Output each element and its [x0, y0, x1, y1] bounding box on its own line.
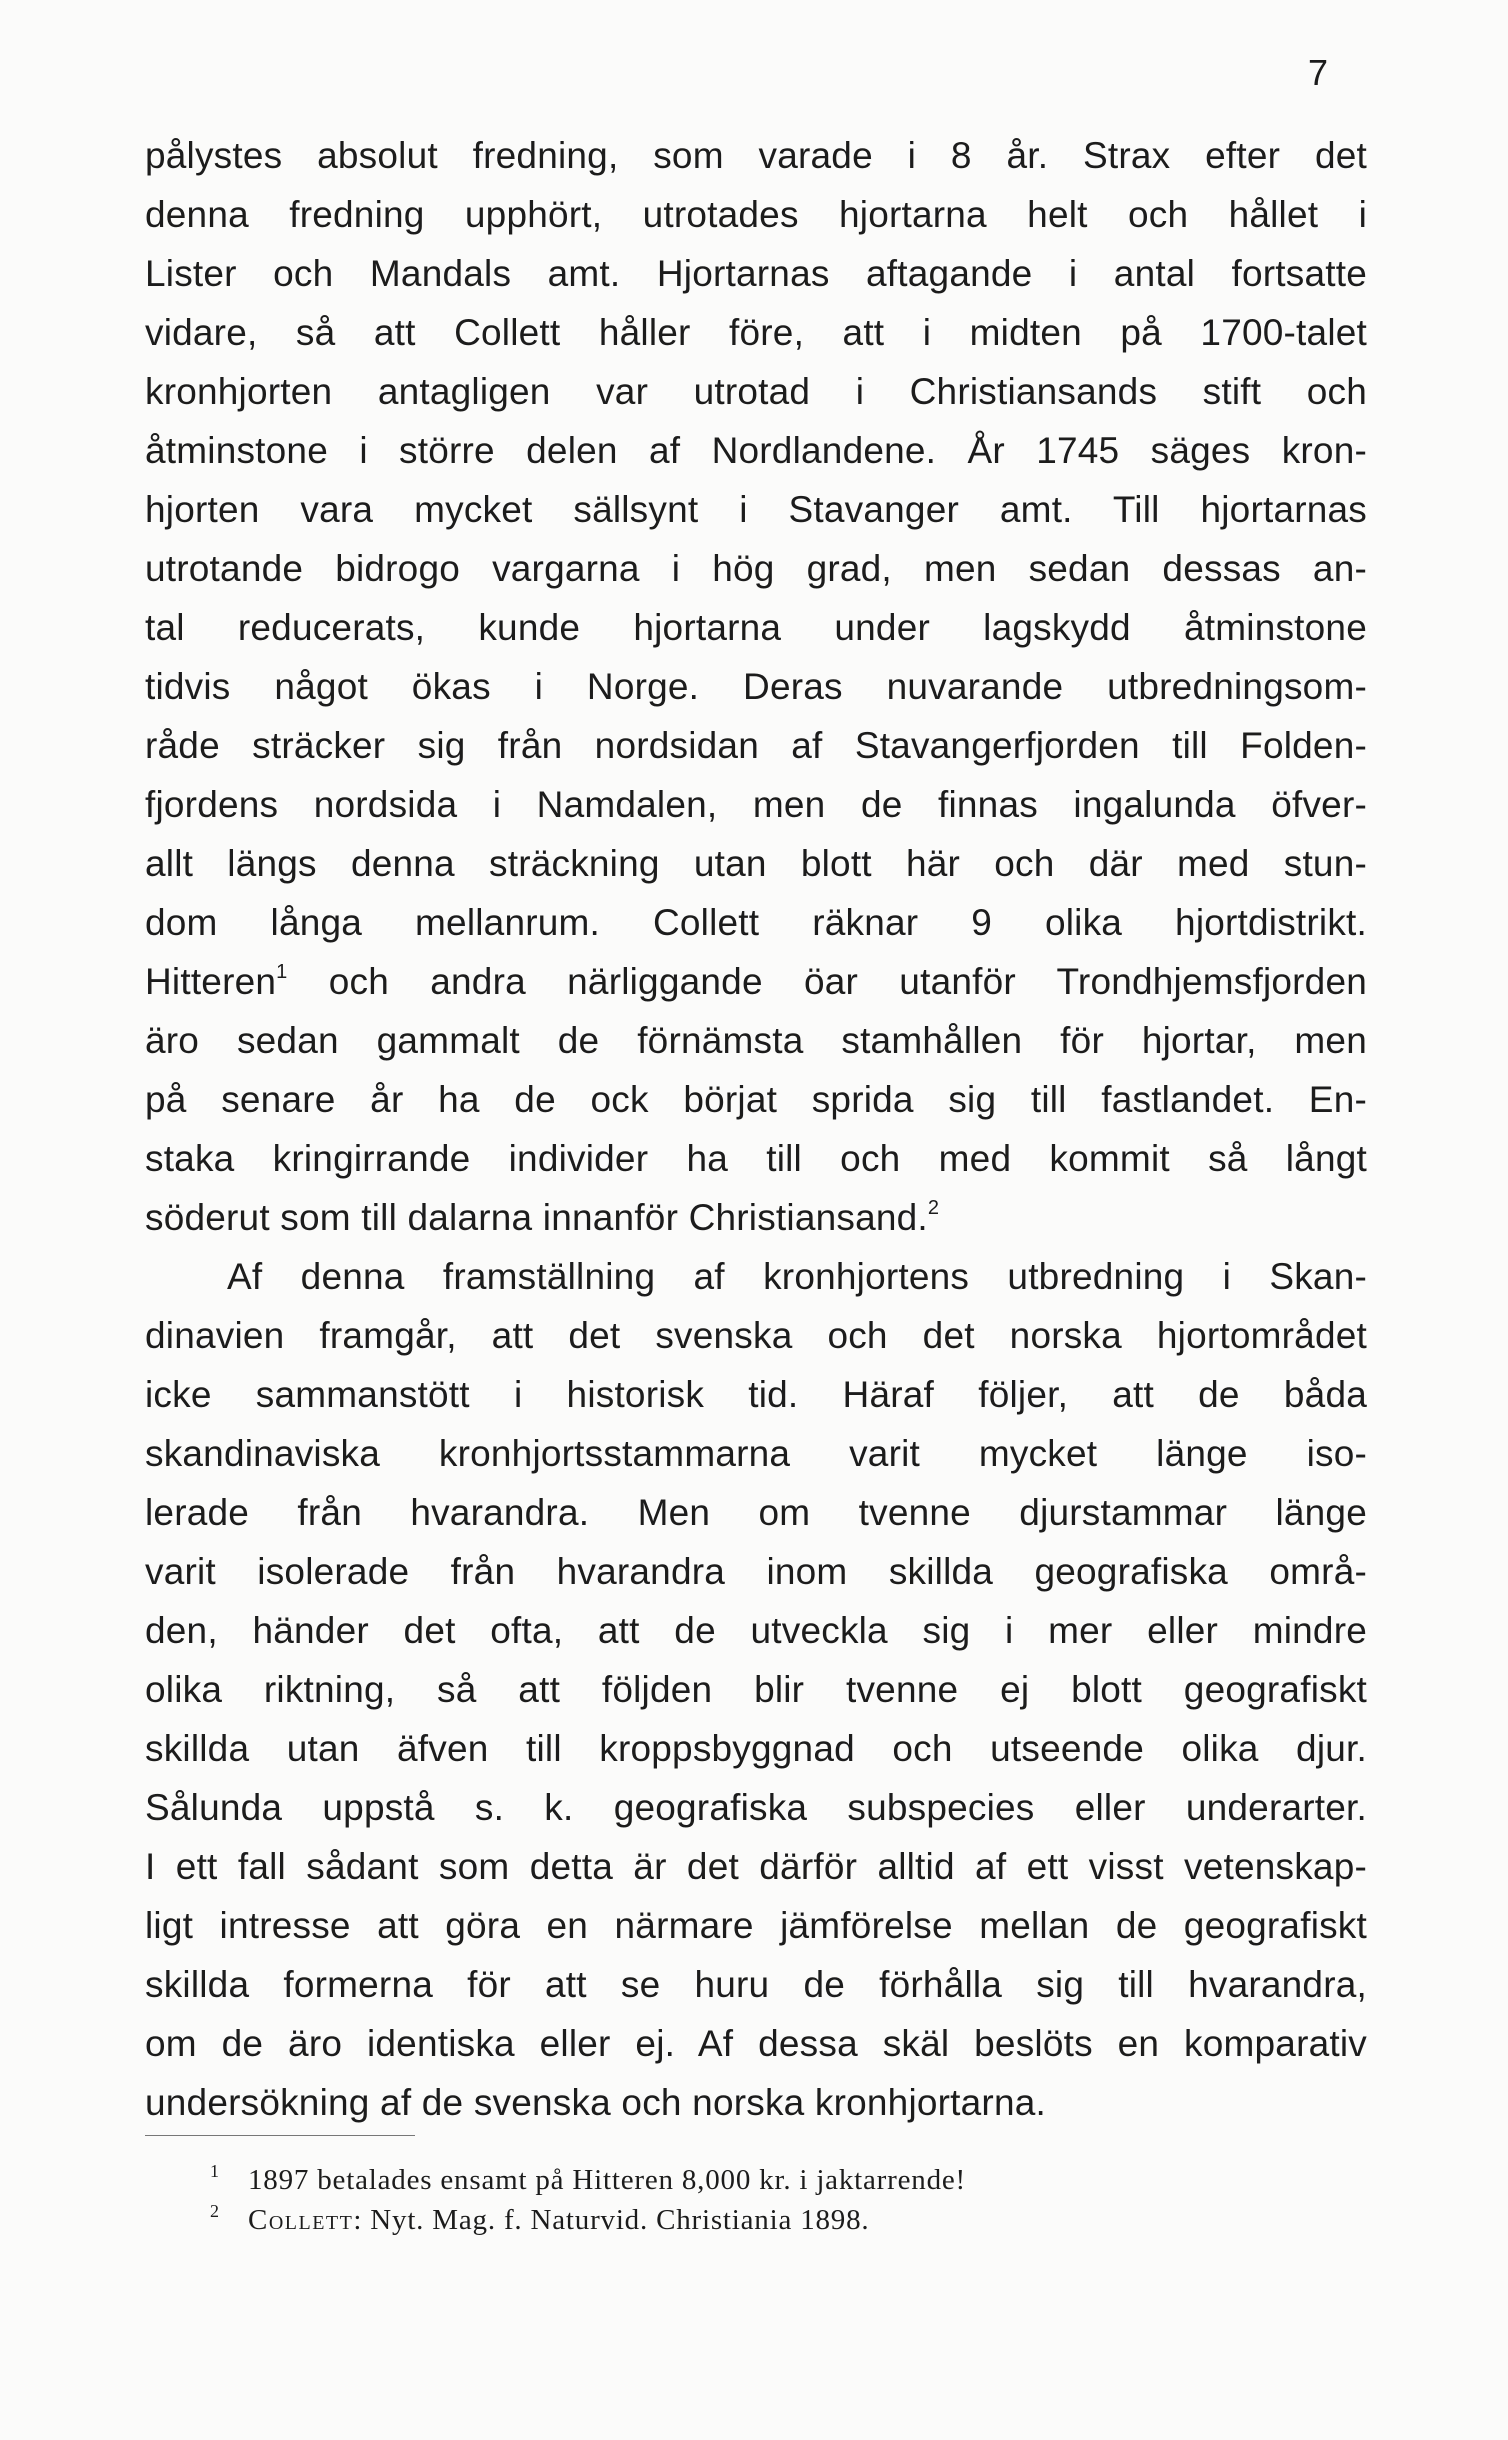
text-line: skillda formerna för att se huru de förhålla sig till hvarandra,	[145, 1964, 1367, 2005]
text-line: allt längs denna sträckning utan blott här och där med stun-	[145, 843, 1367, 884]
footnote-author: Collett	[248, 2204, 354, 2236]
text-line: lerade från hvarandra. Men om tvenne djurstammar länge	[145, 1492, 1367, 1533]
text-line: fjordens nordsida i Namdalen, men de finnas ingalunda öfver-	[145, 784, 1367, 825]
footnotes	[210, 2160, 1210, 2240]
footnote-divider	[145, 2135, 415, 2136]
text-line: åtminstone i större delen af Nordlandene. År 1745 säges kron-	[145, 430, 1367, 471]
text-line: utrotande bidrogo vargarna i hög grad, men sedan dessas an-	[145, 548, 1367, 589]
text-line: ligt intresse att göra en närmare jämförelse mellan de geografiskt	[145, 1905, 1367, 1946]
text-line: icke sammanstött i historisk tid. Häraf följer, att de båda	[145, 1374, 1367, 1415]
footnote-1: 1 1897 betalades ensamt på Hitteren 8,000 kr. i jaktarrende!	[210, 2161, 967, 2196]
text-line: denna fredning upphört, utrotades hjortarna helt och hållet i	[145, 194, 1367, 235]
text-line: om de äro identiska eller ej. Af dessa skäl beslöts en komparativ	[145, 2023, 1367, 2064]
text-line: äro sedan gammalt de förnämsta stamhållen för hjortar, men	[145, 1020, 1367, 1061]
text-line: olika riktning, så att följden blir tvenne ej blott geografiskt	[145, 1669, 1367, 1710]
text-line: Sålunda uppstå s. k. geografiska subspecies eller underarter.	[145, 1787, 1367, 1828]
text-line: på senare år ha de ock börjat sprida sig till fastlandet. En-	[145, 1079, 1367, 1120]
text-line: dinavien framgår, att det svenska och det norska hjortområdet	[145, 1315, 1367, 1356]
text-fragment: och andra närliggande öar utanför Trondhjemsfjorden	[287, 961, 1367, 1002]
text-line: råde sträcker sig från nordsidan af Stavangerfjorden till Folden-	[145, 725, 1367, 766]
text-line: tidvis något ökas i Norge. Deras nuvarande utbredningsom-	[145, 666, 1367, 707]
text-line: skandinaviska kronhjortsstammarna varit mycket länge iso-	[145, 1433, 1367, 1474]
text-line: Lister och Mandals amt. Hjortarnas aftagande i antal fortsatte	[145, 253, 1367, 294]
page-number: 7	[1308, 52, 1329, 93]
text-line: skillda utan äfven till kroppsbyggnad och utseende olika djur.	[145, 1728, 1367, 1769]
footnote-text: : Nyt. Mag. f. Naturvid. Christiania 1898.	[353, 2204, 870, 2236]
text-line: undersökning af de svenska och norska kronhjortarna.	[145, 2082, 1046, 2123]
text-line: dom långa mellanrum. Collett räknar 9 olika hjortdistrikt.	[145, 902, 1367, 943]
text-line-with-footnote	[145, 1188, 1367, 1247]
text-fragment: Hitteren	[145, 961, 277, 1002]
text-line: I ett fall sådant som detta är det därför alltid af ett visst vetenskap-	[145, 1846, 1367, 1887]
footnote-reference: 2	[927, 1197, 940, 1219]
text-line-with-footnote	[145, 952, 1367, 1011]
text-line: tal reducerats, kunde hjortarna under lagskydd åtminstone	[145, 607, 1367, 648]
text-line: vidare, så att Collett håller före, att i midten på 1700-talet	[145, 312, 1367, 353]
footnote-reference: 1	[276, 961, 288, 983]
footnote-text: 1897 betalades ensamt på Hitteren 8,000 kr. i jaktarrende!	[248, 2164, 967, 2196]
text-line: hjorten vara mycket sällsynt i Stavanger amt. Till hjortarnas	[145, 489, 1367, 530]
text-line: pålystes absolut fredning, som varade i 8 år. Strax efter det	[145, 135, 1367, 176]
text-line: den, händer det ofta, att de utveckla sig i mer eller mindre	[145, 1610, 1367, 1651]
text-line: varit isolerade från hvarandra inom skillda geografiska områ-	[145, 1551, 1367, 1592]
footnote-2: 2 Collett: Nyt. Mag. f. Naturvid. Christiania 1898.	[210, 2201, 870, 2236]
body-text	[145, 126, 1367, 2132]
text-line: kronhjorten antagligen var utrotad i Christiansands stift och	[145, 371, 1367, 412]
text-fragment: söderut som till dalarna innanför Christiansand.	[145, 1197, 928, 1238]
paragraph-first-line: Af denna framställning af kronhjortens utbredning i Skan-	[227, 1256, 1367, 1297]
text-line: staka kringirrande individer ha till och med kommit så långt	[145, 1138, 1367, 1179]
